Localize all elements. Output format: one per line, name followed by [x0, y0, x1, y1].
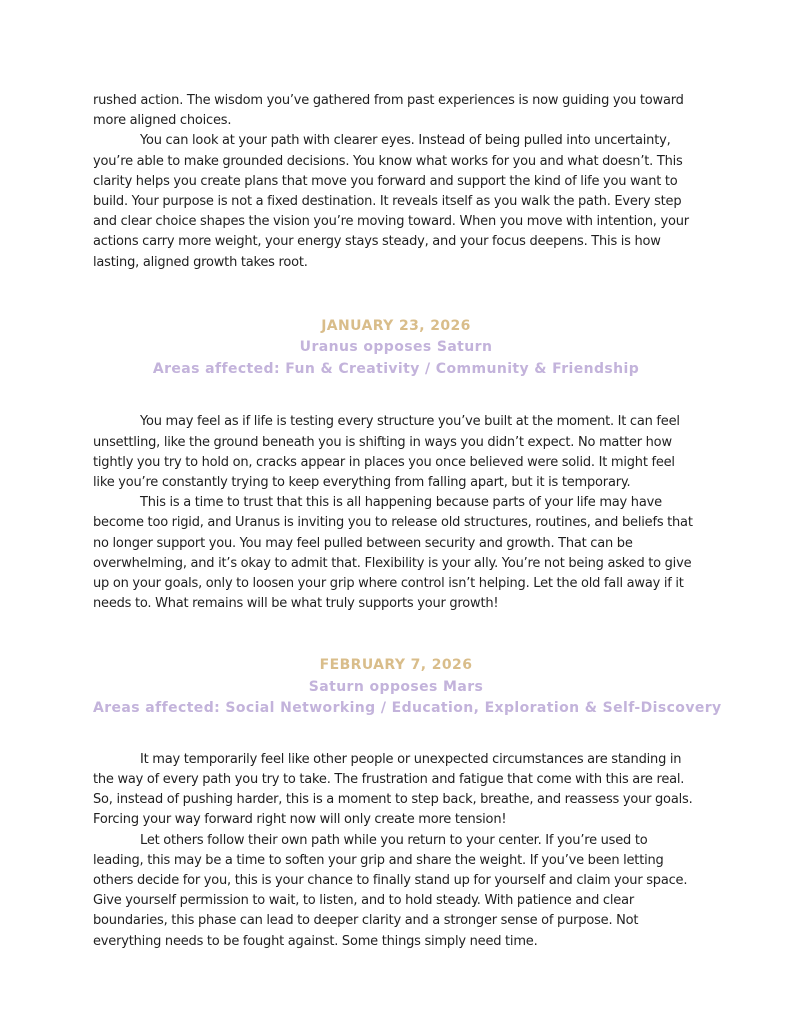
transit-areas: Areas affected: Fun & Creativity / Community & Friendship — [152, 360, 640, 377]
transit-2-paragraph-1: It may temporarily feel like other people or unexpected circumstances are standing in the way of every path you try to take. The frustration and fatigue that come with this are real. So, instead of pushing harder, this is a moment to step back, breathe, and reassess your goals. Forcing your way forward right now will only create more tension! — [93, 751, 693, 828]
transit-title: Saturn opposes Mars — [308, 678, 484, 695]
transit-heading-1 — [93, 316, 699, 381]
transit-1-paragraph-2: This is a time to trust that this is all happening because parts of your life may have become too rigid, and Uranus is inviting you to release old structures, routines, and beliefs that no longer support you. You may feel pulled between security and growth. That can be overwhelming, and it’s okay to admit that. Flexibility is your ally. You’re not being asked to give up on your goals, only to loosen your grip where control isn’t helping. Let the old fall away if it needs to. What remains will be what truly supports your growth! — [93, 495, 693, 612]
document-page — [93, 91, 722, 952]
transit-areas: Areas affected: Social Networking / Education, Exploration & Self-Discovery — [93, 700, 722, 717]
transit-heading-2 — [93, 655, 722, 720]
transit-2-paragraph-2: Let others follow their own path while you return to your center. If you’re used to leading, this may be a time to soften your grip and share the weight. If you’ve been letting others decide for you, this is your chance to finally stand up for yourself and claim your space. Give yourself permission to wait, to listen, and to hold steady. With patience and clear boundaries, this phase can lead to deeper clarity and a stronger sense of purpose. Not everything needs to be fought against. Some things simply need time. — [93, 832, 688, 949]
transit-date: FEBRUARY 7, 2026 — [319, 657, 473, 674]
transit-title: Uranus opposes Saturn — [299, 339, 493, 356]
transit-1-paragraph-1: You may feel as if life is testing every structure you’ve built at the moment. It can feel unsettling, like the ground beneath you is shifting in ways you didn’t expect. No matter how tightly you try to hold on, cracks appear in places you once believed were solid. It might feel like you’re constantly trying to keep everything from falling apart, but it is temporary. — [93, 414, 680, 490]
transit-date: JANUARY 23, 2026 — [321, 317, 471, 334]
intro-paragraph-continued: rushed action. The wisdom you’ve gathered from past experiences is now guiding you toward more aligned choices. — [93, 93, 684, 129]
intro-paragraph: You can look at your path with clearer eyes. Instead of being pulled into uncertainty, you’re able to make grounded decisions. You know what works for you and what doesn’t. This clarity helps you create plans that move you forward and support the kind of life you want to build. Your purpose is not a fixed destination. It reveals itself as you walk the path. Every step and clear choice shapes the vision you’re moving toward. When you move with intention, your actions carry more weight, your energy stays steady, and your focus deepens. This is how lasting, aligned growth takes root. — [93, 133, 689, 270]
